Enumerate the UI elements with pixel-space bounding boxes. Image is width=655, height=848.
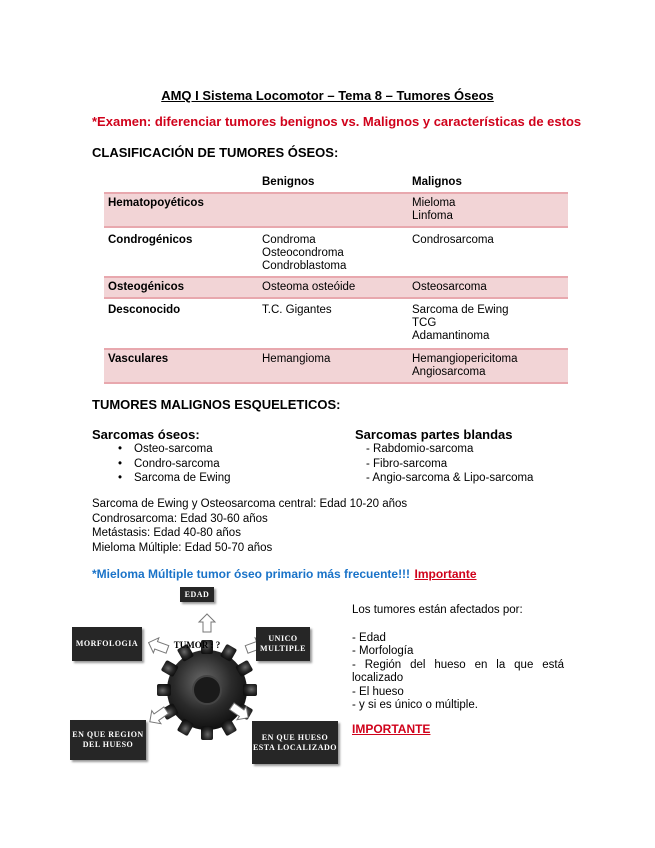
malignos-cell: [408, 193, 568, 227]
benignos-item: T.C. Gigantes: [262, 304, 332, 316]
classification-table: [104, 172, 568, 384]
importante-label: IMPORTANTE: [352, 721, 431, 736]
malignos-cell: [408, 349, 568, 383]
benignos-cell: [258, 277, 408, 298]
benignos-item: Osteocondroma: [262, 247, 344, 259]
importante-link: Importante: [414, 567, 477, 581]
sarcomas-blandas-title: Sarcomas partes blandas: [355, 427, 513, 442]
box-text: ESTA LOCALIZADO: [252, 742, 338, 752]
table-row: [104, 193, 568, 227]
table-header-row: [104, 172, 568, 193]
category-cell: Osteogénicos: [104, 277, 258, 298]
malignos-item: Linfoma: [412, 210, 453, 222]
benignos-item: Osteoma osteóide: [262, 281, 356, 293]
category-cell: Hematopoyéticos: [104, 193, 258, 227]
malignos-item: Osteosarcoma: [412, 281, 487, 293]
page-title: AMQ I Sistema Locomotor – Tema 8 – Tumores Óseos: [161, 88, 494, 103]
sarcomas-blandas-list: [366, 442, 533, 486]
list-item: • Osteo-sarcoma: [118, 443, 213, 455]
benignos-item: Hemangioma: [262, 353, 331, 365]
malignos-cell: [408, 277, 568, 298]
malignos-item: Mieloma: [412, 197, 456, 209]
box-text: UNICO: [268, 634, 298, 643]
category-cell: Desconocido: [108, 304, 181, 316]
benignos-item: Condroblastoma: [262, 260, 347, 272]
age-line: Metástasis: Edad 40-80 años: [92, 527, 241, 539]
table-row: [104, 277, 568, 298]
box-text: EN QUE HUESO: [261, 732, 329, 742]
category-cell: Vasculares: [104, 349, 258, 383]
factor-item: - y si es único o múltiple.: [352, 699, 478, 711]
benignos-item: Condroma: [262, 234, 316, 246]
box-edad: EDAD: [180, 587, 214, 602]
benignos-cell: [258, 349, 408, 383]
diagram-center-label: TUMOR : ?: [173, 640, 221, 650]
list-item-text: Sarcoma de Ewing: [134, 472, 231, 484]
box-unico-multiple: [256, 627, 310, 661]
list-item: - Fibro-sarcoma: [366, 457, 448, 470]
malignos-heading: TUMORES MALIGNOS ESQUELETICOS:: [92, 397, 341, 412]
factors-intro: Los tumores están afectados por:: [352, 604, 523, 616]
factor-item: - Morfología: [352, 645, 414, 657]
box-hueso: [252, 721, 338, 764]
box-text: MULTIPLE: [260, 644, 306, 653]
factor-item: - Edad: [352, 631, 386, 644]
mieloma-note: *Mieloma Múltiple tumor óseo primario más frecuente!!!: [92, 567, 411, 581]
box-morfologia: MORFOLOGIA: [72, 627, 142, 661]
malignos-cell: [408, 227, 568, 277]
category-cell: Condrogénicos: [108, 234, 193, 246]
table-row: [104, 227, 568, 277]
exam-note: *Examen: diferenciar tumores benignos vs. Malignos y características de estos: [92, 114, 582, 129]
table-row: [104, 298, 568, 349]
sarcomas-oseos-title: Sarcomas óseos:: [92, 427, 200, 442]
header-empty: [104, 172, 258, 193]
box-text: EN QUE REGION: [72, 730, 144, 739]
factors-list: [352, 604, 564, 736]
malignos-item: Adamantinoma: [412, 330, 490, 342]
malignos-item: Condrosarcoma: [412, 234, 494, 246]
list-item: - Angio-sarcoma & Lipo-sarcoma: [366, 472, 534, 484]
malignos-item: Hemangiopericitoma: [412, 353, 518, 365]
ages-list: [92, 497, 407, 555]
factor-item: - El hueso: [352, 685, 404, 698]
list-item: - Rabdomio-sarcoma: [366, 443, 474, 455]
header-benignos: Benignos: [262, 176, 315, 188]
list-item-text: Osteo-sarcoma: [134, 443, 213, 455]
list-item: • Condro-sarcoma: [118, 457, 220, 470]
factor-item: - Región del hueso en la que está localizado: [352, 658, 564, 684]
sarcomas-oseos-list: [118, 442, 231, 486]
benignos-cell: [258, 227, 408, 277]
box-region: [70, 720, 146, 760]
malignos-item: Angiosarcoma: [412, 366, 486, 378]
classification-heading: CLASIFICACIÓN DE TUMORES ÓSEOS:: [92, 145, 339, 160]
malignos-item: Sarcoma de Ewing: [412, 304, 509, 316]
benignos-cell: [258, 298, 408, 349]
list-item: • Sarcoma de Ewing: [118, 472, 231, 484]
gear-icon: [157, 640, 257, 740]
age-line: Sarcoma de Ewing y Osteosarcoma central: Edad 10-20 años: [92, 498, 408, 510]
box-text: DEL HUESO: [82, 740, 134, 749]
benignos-cell: [258, 193, 408, 227]
table-row: [104, 349, 568, 383]
malignos-item: TCG: [412, 317, 437, 329]
age-line: Condrosarcoma: Edad 30-60 años: [92, 512, 268, 525]
age-line: Mieloma Múltiple: Edad 50-70 años: [92, 541, 273, 554]
list-item-text: Condro-sarcoma: [134, 457, 220, 470]
header-malignos: Malignos: [412, 176, 462, 188]
malignos-cell: [408, 298, 568, 349]
